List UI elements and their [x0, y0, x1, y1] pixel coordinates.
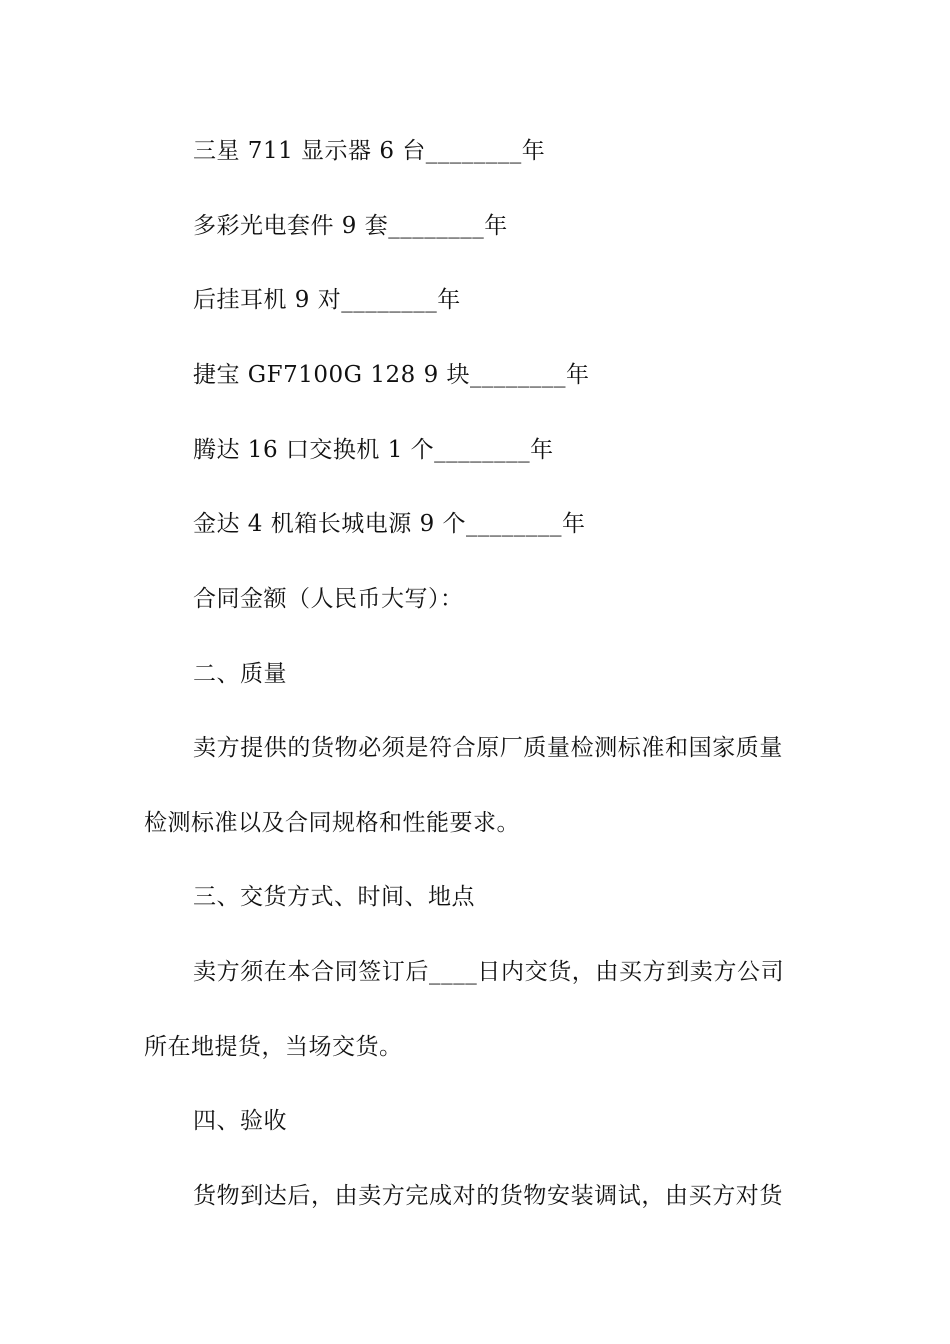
- item-line-chassis-power: 金达 4 机箱长城电源 9 个________年: [193, 511, 586, 537]
- contract-amount-label: 合同金额（人民币大写）：: [193, 586, 464, 612]
- item-line-headphones: 后挂耳机 9 对________年: [193, 287, 461, 313]
- quality-paragraph-line-2: 检测标准以及合同规格和性能要求。: [144, 810, 520, 836]
- quality-paragraph-line-1: 卖方提供的货物必须是符合原厂质量检测标准和国家质量: [193, 735, 783, 761]
- section-heading-quality: 二、质量: [193, 661, 287, 687]
- delivery-paragraph-line-2: 所在地提货，当场交货。: [144, 1034, 403, 1060]
- section-heading-delivery: 三、交货方式、时间、地点: [193, 884, 475, 910]
- item-line-switch: 腾达 16 口交换机 1 个________年: [193, 437, 554, 463]
- item-line-monitor: 三星 711 显示器 6 台________年: [193, 138, 546, 164]
- item-line-graphics-card: 捷宝 GF7100G 128 9 块________年: [193, 362, 590, 388]
- section-heading-acceptance: 四、验收: [193, 1108, 287, 1134]
- acceptance-paragraph-line-1: 货物到达后，由卖方完成对的货物安装调试，由买方对货: [193, 1183, 783, 1209]
- delivery-paragraph-line-1: 卖方须在本合同签订后____日内交货，由买方到卖方公司: [193, 959, 785, 985]
- item-line-optoelectronic-kit: 多彩光电套件 9 套________年: [193, 213, 508, 239]
